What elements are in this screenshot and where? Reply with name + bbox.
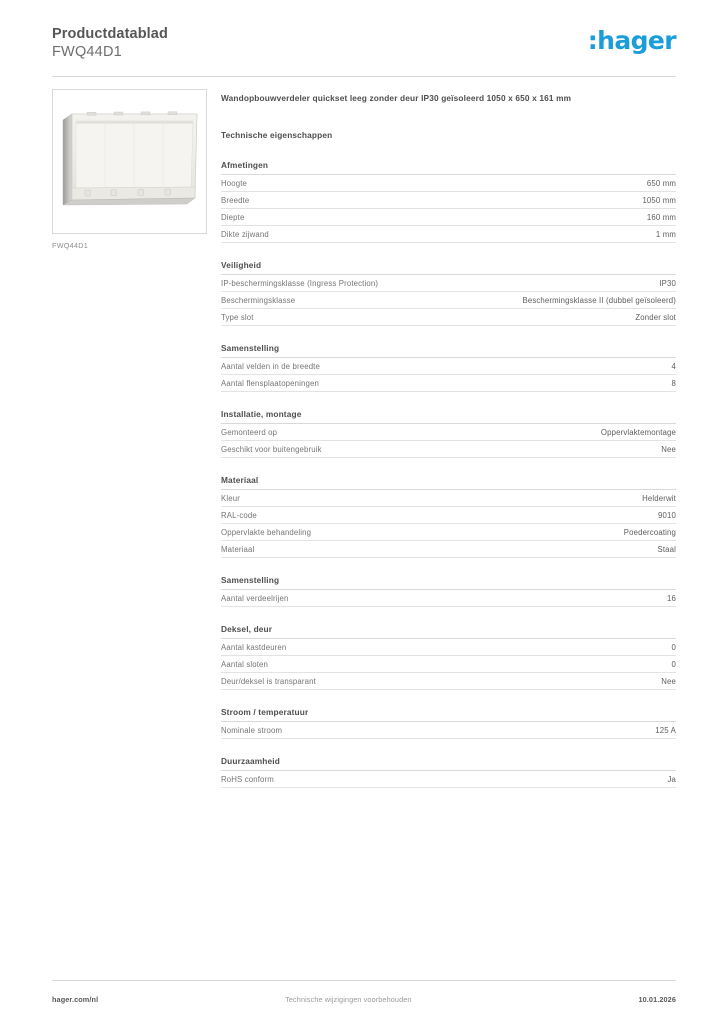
spec-value: Beschermingsklasse II (dubbel geïsoleerd) xyxy=(522,295,676,305)
spec-label: Breedte xyxy=(221,195,250,205)
spec-value: 1050 mm xyxy=(642,195,676,205)
spec-section xyxy=(221,707,676,739)
spec-section-title: Materiaal xyxy=(221,475,676,490)
spec-label: Aantal flensplaatopeningen xyxy=(221,378,319,388)
spec-value: 4 xyxy=(671,361,676,371)
spec-row xyxy=(221,209,676,226)
spec-label: Nominale stroom xyxy=(221,725,283,735)
spec-label: RAL-code xyxy=(221,510,257,520)
spec-label: Aantal sloten xyxy=(221,659,269,669)
page-header xyxy=(52,26,676,72)
spec-value: Staal xyxy=(657,544,676,554)
product-image-caption: FWQ44D1 xyxy=(52,241,89,250)
spec-sections-container xyxy=(221,160,676,788)
spec-label: Gemonteerd op xyxy=(221,427,278,437)
spec-label: Diepte xyxy=(221,212,245,222)
footer-date: 10.01.2026 xyxy=(638,995,676,1004)
footer-divider xyxy=(52,980,676,981)
product-image-frame xyxy=(52,89,207,234)
spec-section-title: Veiligheid xyxy=(221,260,676,275)
header-divider xyxy=(52,76,676,77)
hager-logo: :hager xyxy=(587,26,676,55)
spec-label: Materiaal xyxy=(221,544,255,554)
product-description-heading: Wandopbouwverdeler quickset leeg zonder deur IP30 geïsoleerd 1050 x 650 x 161 mm xyxy=(221,93,572,103)
spec-row xyxy=(221,226,676,243)
spec-row xyxy=(221,275,676,292)
page-title: Productdatablad xyxy=(52,26,168,42)
product-image-panel xyxy=(52,89,207,250)
spec-value: Nee xyxy=(661,676,676,686)
spec-label: Aantal velden in de breedte xyxy=(221,361,320,371)
spec-label: RoHS conform xyxy=(221,774,274,784)
spec-section-title: Deksel, deur xyxy=(221,624,676,639)
spec-value: Nee xyxy=(661,444,676,454)
spec-label: Beschermingsklasse xyxy=(221,295,296,305)
spec-section-title: Afmetingen xyxy=(221,160,676,175)
spec-value: 650 mm xyxy=(646,178,676,188)
footer-disclaimer: Technische wijzigingen voorbehouden xyxy=(285,995,412,1004)
spec-label: IP-beschermingsklasse (Ingress Protection) xyxy=(221,278,379,288)
spec-section-title: Installatie, montage xyxy=(221,409,676,424)
spec-value: 1 mm xyxy=(655,229,676,239)
spec-value: 0 xyxy=(671,659,676,669)
spec-row xyxy=(221,771,676,788)
spec-label: Dikte zijwand xyxy=(221,229,269,239)
spec-label: Geschikt voor buitengebruik xyxy=(221,444,322,454)
spec-section xyxy=(221,343,676,392)
spec-section xyxy=(221,409,676,458)
spec-row xyxy=(221,375,676,392)
spec-label: Oppervlakte behandeling xyxy=(221,527,312,537)
spec-label: Aantal kastdeuren xyxy=(221,642,287,652)
spec-value: Poedercoating xyxy=(623,527,676,537)
spec-row xyxy=(221,490,676,507)
spec-value: 8 xyxy=(671,378,676,388)
spec-section xyxy=(221,624,676,690)
spec-label: Aantal verdeelrijen xyxy=(221,593,289,603)
spec-section-title: Samenstelling xyxy=(221,343,676,358)
spec-value: 9010 xyxy=(658,510,676,520)
spec-section xyxy=(221,756,676,788)
spec-value: IP30 xyxy=(659,278,676,288)
spec-value: 16 xyxy=(667,593,676,603)
spec-value: Ja xyxy=(667,774,676,784)
spec-row xyxy=(221,441,676,458)
spec-row xyxy=(221,309,676,326)
spec-label: Hoogte xyxy=(221,178,248,188)
spec-row xyxy=(221,175,676,192)
enclosure-illustration xyxy=(59,108,202,213)
main-content xyxy=(221,93,676,788)
technical-properties-title: Technische eigenschappen xyxy=(221,129,333,140)
spec-label: Deur/deksel is transparant xyxy=(221,676,316,686)
spec-value: 160 mm xyxy=(646,212,676,222)
page-footer xyxy=(52,995,676,1004)
spec-row xyxy=(221,424,676,441)
spec-label: Type slot xyxy=(221,312,254,322)
spec-section-title: Samenstelling xyxy=(221,575,676,590)
spec-row xyxy=(221,656,676,673)
spec-row xyxy=(221,639,676,656)
footer-website-link[interactable]: hager.com/nl xyxy=(52,995,99,1004)
product-reference-subtitle: FWQ44D1 xyxy=(52,43,122,60)
spec-value: Zonder slot xyxy=(635,312,676,322)
spec-row xyxy=(221,673,676,690)
spec-row xyxy=(221,192,676,209)
document-title-block xyxy=(52,26,168,60)
spec-section xyxy=(221,475,676,558)
spec-row xyxy=(221,292,676,309)
spec-value: 125 A xyxy=(655,725,676,735)
spec-section xyxy=(221,260,676,326)
spec-value: Oppervlaktemontage xyxy=(600,427,676,437)
spec-section-title: Stroom / temperatuur xyxy=(221,707,676,722)
spec-label: Kleur xyxy=(221,493,240,503)
spec-row xyxy=(221,358,676,375)
spec-row xyxy=(221,722,676,739)
spec-value: Helderwit xyxy=(642,493,676,503)
spec-section xyxy=(221,575,676,607)
spec-row xyxy=(221,507,676,524)
spec-row xyxy=(221,524,676,541)
spec-section xyxy=(221,160,676,243)
spec-value: 0 xyxy=(671,642,676,652)
spec-row xyxy=(221,541,676,558)
spec-section-title: Duurzaamheid xyxy=(221,756,676,771)
spec-row xyxy=(221,590,676,607)
